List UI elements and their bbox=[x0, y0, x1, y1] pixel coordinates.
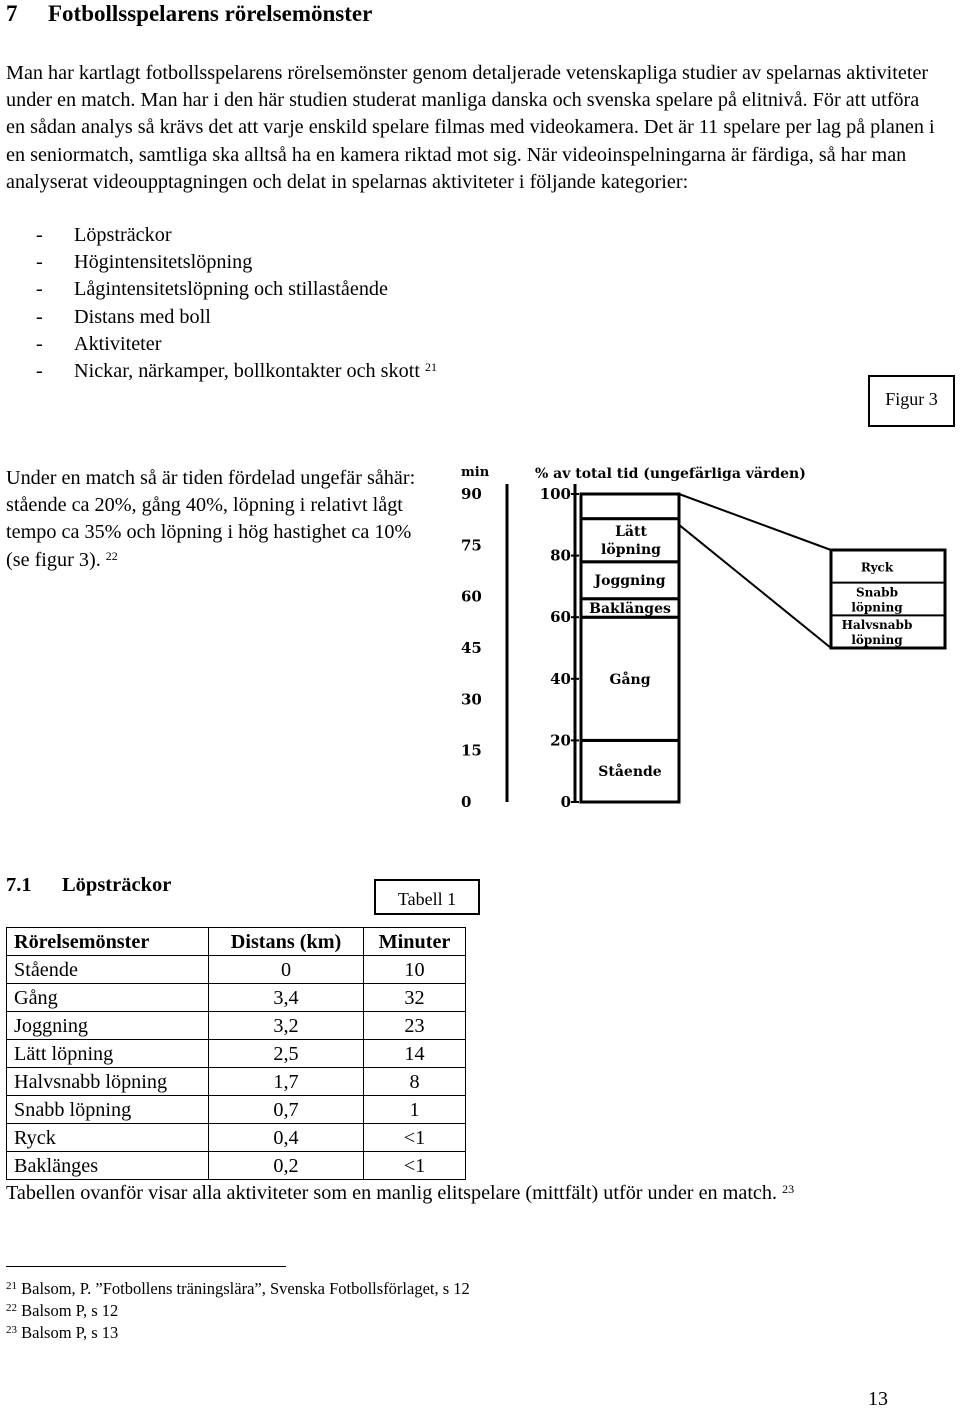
pct-tick-label: 60 bbox=[550, 608, 571, 627]
list-item: - Lågintensitetslöpning och stillastående bbox=[36, 278, 388, 301]
column-header: Rörelsemönster bbox=[7, 928, 209, 956]
chapter-title: Fotbollsspelarens rörelsemönster bbox=[48, 1, 373, 26]
pct-tick-label: 0 bbox=[560, 793, 571, 811]
min-tick-label: 45 bbox=[461, 639, 482, 657]
footnotes bbox=[6, 1278, 470, 1344]
intro-paragraph: Man har kartlagt fotbollsspelarens rörelsemönster genom detaljerade vetenskapliga studier av spelarnas aktiviteter under en match. Man har i den här studien studerat manliga danska och svenska spelare på elitnivå. För att utföra en sådan analys så krävs det att varje enskild spelare filmas med videokamera. Det är 11 spelare per lag på planen i en seniormatch, samtliga ska alltså ha en kamera riktad mot sig. När videoinspelningarna är färdiga, så har man analyserat videoupptagningen och delat in spelarnas aktiviteter i följande kategorier: bbox=[6, 62, 935, 193]
section-heading bbox=[6, 871, 171, 899]
footnote-ref: 22 bbox=[105, 548, 118, 563]
pct-tick-label: 100 bbox=[539, 485, 571, 503]
list-item: - Distans med boll bbox=[36, 305, 211, 328]
segment-label: Baklänges bbox=[589, 600, 671, 617]
segment-label: Joggning bbox=[594, 573, 666, 590]
min-tick-label: 60 bbox=[461, 587, 482, 606]
min-axis-header: min bbox=[461, 465, 490, 480]
min-tick-label: 0 bbox=[461, 793, 472, 811]
footnote: $^{21}$ Balsom, P. ”Fotbollens träningslära”, Svenska Fotbollsförlaget, s 12 bbox=[6, 1279, 470, 1298]
table-row: Snabb löpning 0,7 1 bbox=[7, 1096, 466, 1124]
min-tick-label: 30 bbox=[461, 690, 482, 709]
callout-label: Ryck bbox=[860, 560, 894, 575]
column-header: Distans (km) bbox=[209, 928, 364, 956]
callout-line bbox=[679, 525, 831, 648]
table-row: Halvsnabb löpning 1,7 8 bbox=[7, 1068, 466, 1096]
pct-tick-label: 40 bbox=[550, 669, 571, 688]
segment-label: Stående bbox=[598, 764, 662, 781]
pct-tick-label: 20 bbox=[550, 731, 571, 750]
footnote: $^{22}$ Balsom P, s 12 bbox=[6, 1301, 119, 1320]
table-row: Lätt löpning 2,5 14 bbox=[7, 1040, 466, 1068]
callout-line bbox=[679, 494, 831, 550]
section-title: Löpsträckor bbox=[62, 874, 172, 896]
table-label: Tabell 1 bbox=[374, 879, 480, 915]
callout-label: Snabb bbox=[856, 585, 898, 600]
chapter-heading bbox=[6, 0, 372, 28]
pct-tick-label: 80 bbox=[550, 546, 571, 565]
chapter-number: 7 bbox=[6, 1, 18, 26]
segment-label: Lätt bbox=[615, 524, 647, 541]
figure-paragraph: Under en match så är tiden fördelad ungefär såhär: stående ca 20%, gång 40%, löpning i relativt lågt tempo ca 35% och löpning i hög hastighet ca 10% (se figur 3). $^{22}$ bbox=[6, 467, 416, 571]
table-header-row bbox=[7, 928, 466, 956]
list-item: - Nickar, närkamper, bollkontakter och skott $^{21}$ bbox=[36, 360, 437, 383]
activity-time-chart bbox=[455, 462, 950, 818]
min-tick-label: 90 bbox=[461, 485, 482, 503]
callout-label: löpning bbox=[851, 600, 903, 615]
footnote-ref: 23 bbox=[782, 1182, 795, 1196]
table-caption-paragraph: Tabellen ovanför visar alla aktiviteter som en manlig elitspelare (mittfält) utför under en match. $^{23}$ bbox=[6, 1182, 795, 1204]
category-list bbox=[36, 222, 437, 385]
footnote-divider bbox=[6, 1266, 286, 1267]
table-row: Gång 3,4 32 bbox=[7, 984, 466, 1012]
table-row: Ryck 0,4 <1 bbox=[7, 1124, 466, 1152]
footnote-ref: 21 bbox=[425, 360, 437, 375]
segment-label: löpning bbox=[601, 542, 661, 559]
footnote: $^{23}$ Balsom P, s 13 bbox=[6, 1323, 119, 1342]
callout-label: löpning bbox=[851, 633, 903, 648]
min-tick-label: 15 bbox=[461, 741, 482, 760]
pct-axis-header: % av total tid (ungefärliga värden) bbox=[535, 466, 806, 482]
table-row: Joggning 3,2 23 bbox=[7, 1012, 466, 1040]
movement-table bbox=[6, 927, 466, 1180]
column-header: Minuter bbox=[364, 928, 466, 956]
section-number: 7.1 bbox=[6, 874, 32, 896]
figure-label: Figur 3 bbox=[868, 375, 955, 427]
list-item: - Högintensitetslöpning bbox=[36, 251, 253, 274]
callout-label: Halvsnabb bbox=[841, 618, 913, 633]
segment-label: Gång bbox=[609, 671, 651, 688]
bar-segment bbox=[581, 494, 679, 519]
table-row: Stående 0 10 bbox=[7, 956, 466, 984]
min-tick-label: 75 bbox=[461, 536, 482, 555]
list-item: - Aktiviteter bbox=[36, 332, 162, 355]
page-number: 13 bbox=[868, 1388, 888, 1410]
list-item: - Löpsträckor bbox=[36, 224, 172, 246]
table-row: Baklänges 0,2 <1 bbox=[7, 1152, 466, 1180]
